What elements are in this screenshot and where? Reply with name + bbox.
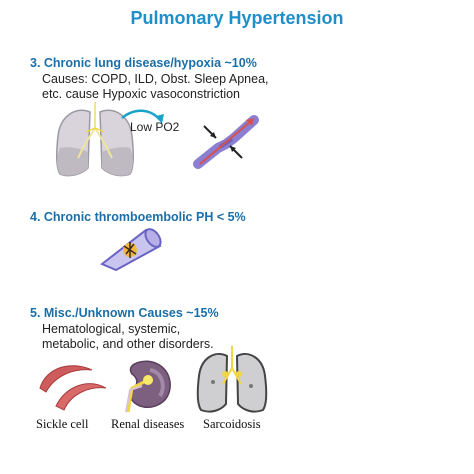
section-4-heading: 4. Chronic thromboembolic PH < 5%	[30, 210, 246, 224]
sickle-cell-icon	[36, 358, 110, 410]
caption-renal-diseases: Renal diseases	[111, 417, 185, 431]
caption-sickle-cell: Sickle cell	[36, 417, 89, 431]
sarcoidosis-lungs-icon	[193, 346, 271, 416]
constricted-vessel-icon	[196, 114, 256, 172]
thrombus-vessel-icon	[96, 224, 166, 272]
section-3-line-2: etc. cause Hypoxic vasoconstriction	[42, 87, 241, 101]
section-3-heading: 3. Chronic lung disease/hypoxia ~10%	[30, 56, 257, 70]
section-5-heading: 5. Misc./Unknown Causes ~15%	[30, 306, 219, 320]
low-po2-label: Low PO2	[130, 120, 180, 134]
page-title: Pulmonary Hypertension	[130, 8, 344, 28]
section-3-line-1: Causes: COPD, ILD, Obst. Sleep Apnea,	[42, 72, 269, 86]
section-5-line-1: Hematological, systemic,	[42, 322, 181, 336]
caption-sarcoidosis: Sarcoidosis	[203, 417, 261, 431]
kidney-icon	[120, 356, 176, 412]
section-5-line-2: metabolic, and other disorders.	[42, 337, 214, 351]
